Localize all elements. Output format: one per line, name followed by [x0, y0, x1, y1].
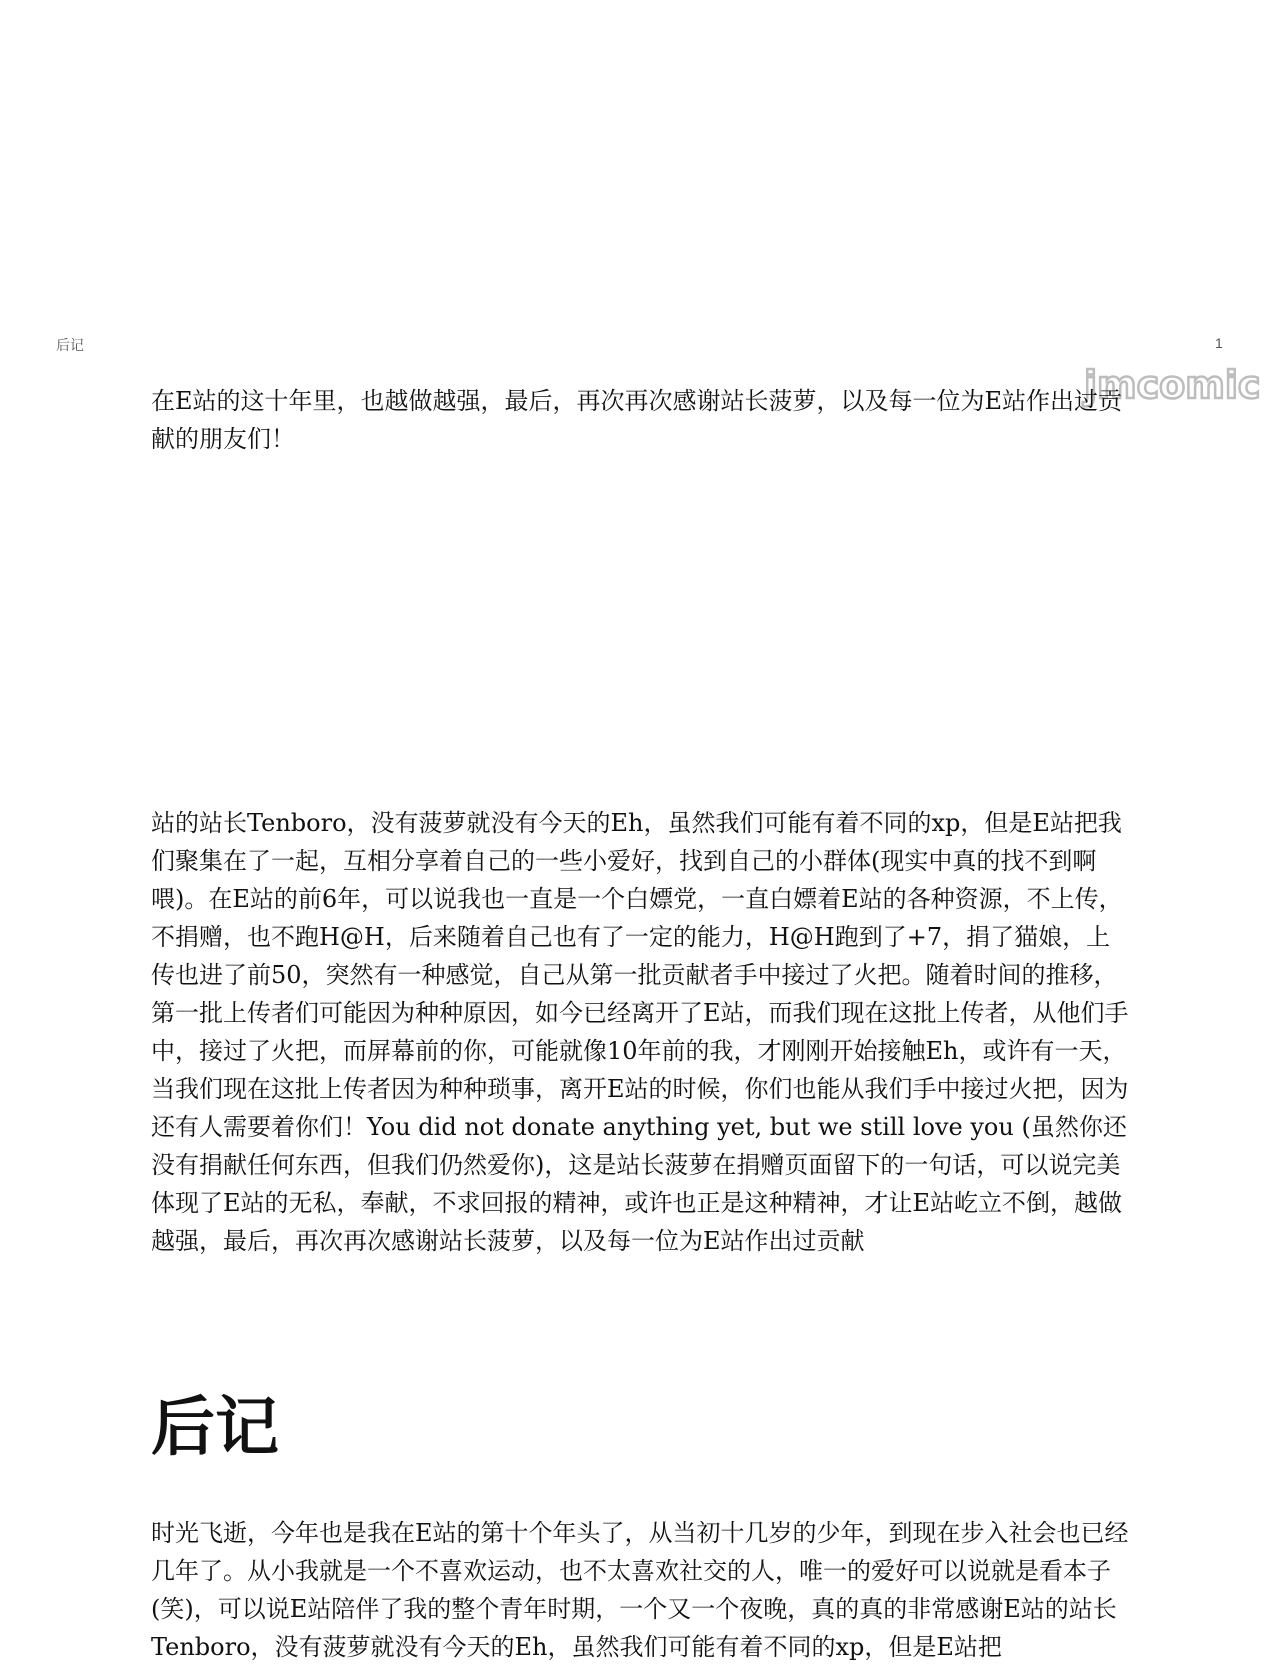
running-header-title: 后记	[56, 337, 84, 353]
svg-text:jmcomic: jmcomic	[1084, 363, 1261, 407]
paragraph: 在E站的这十年里，也越做越强，最后，再次再次感谢站长菠萝，以及每一位为E站作出过贡献的朋友们！	[151, 387, 1123, 453]
chapter-body	[151, 1514, 1131, 1661]
chapter-title: 后记	[151, 1390, 279, 1465]
continued-paragraph-block	[151, 809, 1131, 1255]
paragraph: 站的站长Tenboro，没有菠萝就没有今天的Eh，虽然我们可能有着不同的xp，但是E站把我们聚集在了一起，互相分享着自己的一些小爱好，找到自己的小群体(现实中真的找不到啊喂)。在E站的前6年，可以说我也一直是一个白嫖党，一直白嫖着E站的各种资源，不上传，不捐赠，也不跑H@H，后来随着自己也有了一定的能力，H@H跑到了+7，捐了猫娘，上传也进了前50，突然有一种感觉，自己从第一批贡献者手中接过了火把。随着时间的推移，第一批上传者们可能因为种种原因，如今已经离开了E站，而我们现在这批上传者，从他们手中，接过了火把，而屏幕前的你，可能就像10年前的我，才刚刚开始接触Eh，或许有一天，当我们现在这批上传者因为种种琐事，离开E站的时候，你们也能从我们手中接过火把，因为还有人需要着你们！You did not donate anything yet, but we still love you (虽然你还没有捐献任何东西，但我们仍然爱你)，这是站长菠萝在捐赠页面留下的一句话，可以说完美体现了E站的无私，奉献，不求回报的精神，或许也正是这种精神，才让E站屹立不倒，越做越强，最后，再次再次感谢站长菠萝，以及每一位为E站作出过贡献	[151, 809, 1129, 1255]
page-number: 1	[1215, 335, 1223, 351]
paragraph: 时光飞逝，今年也是我在E站的第十个年头了，从当初十几岁的少年，到现在步入社会也已经几年了。从小我就是一个不喜欢运动，也不太喜欢社交的人，唯一的爱好可以说就是看本子(笑)，可以说E站陪伴了我的整个青年时期，一个又一个夜晚，真的真的非常感谢E站的站长Tenboro，没有菠萝就没有今天的Eh，虽然我们可能有着不同的xp，但是E站把	[151, 1519, 1129, 1661]
continued-paragraph-fragment	[151, 387, 1131, 464]
